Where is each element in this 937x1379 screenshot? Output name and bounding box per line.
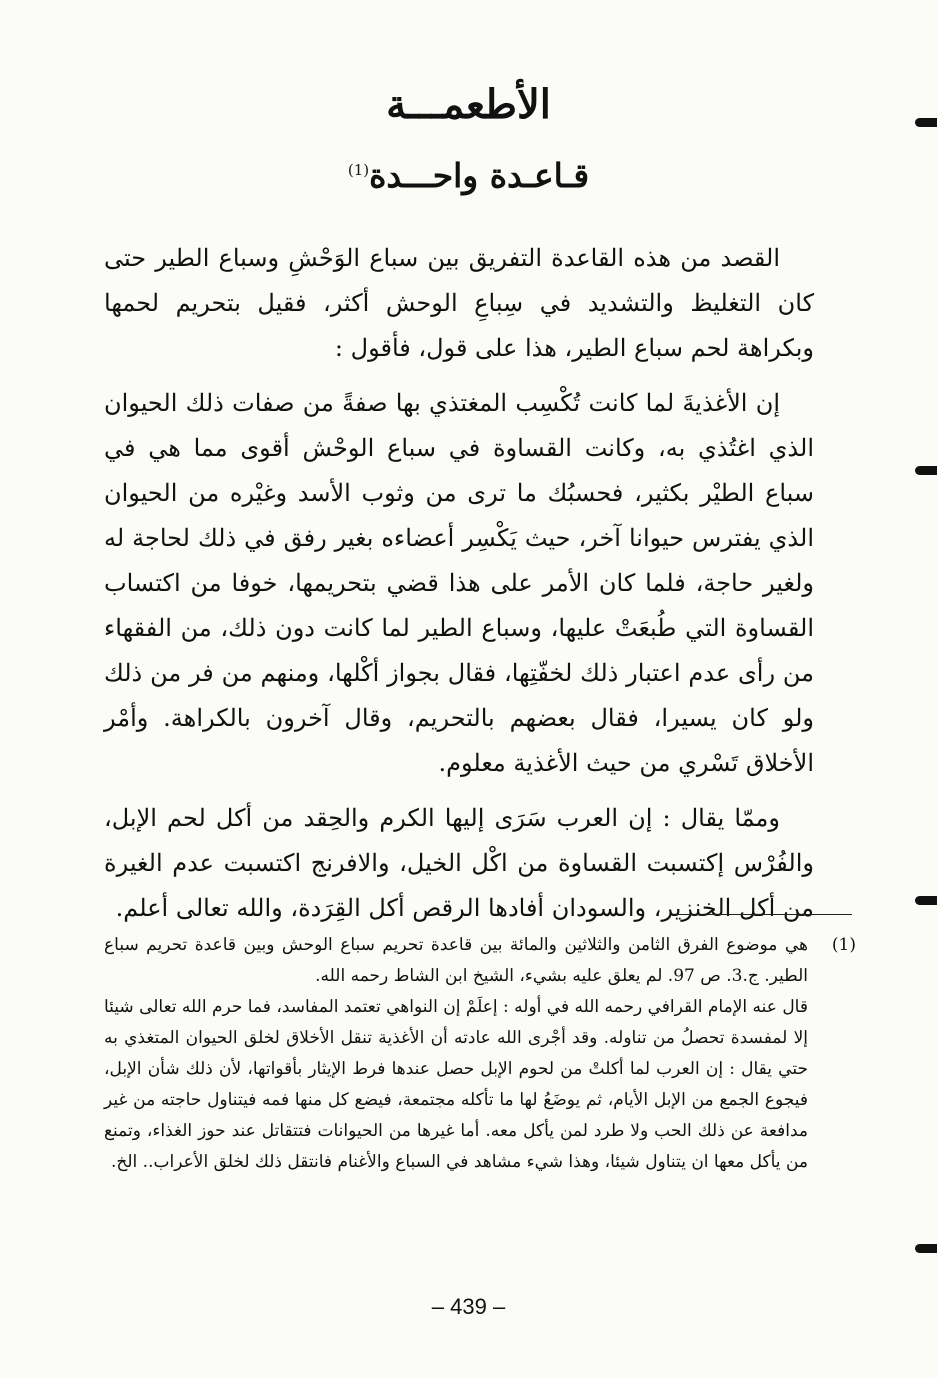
footnote-number: (1) bbox=[831, 935, 856, 955]
footnote-line-2: قال عنه الإمام القرافي رحمه الله في أوله : إعلَمْ إن النواهي تعتمد المفاسد، فما حرم الله تعالى شيئا إلا لمفسدة تحصلُ من تناوله. وقد أجْرى الله عادته أن الأغذية تنقل الأخلاق لخلق الحيوان المتغذي به حتي يقال : إن العرب لما أكلتْ من لحوم الإبل حصل عندها فرط الإيثار بأقواتها، لأن ذلك شأن الإبل، فيجوع الجمع من الإبل الأيام، ثم يوضَعُ لها ما تأكله مجتمعة، فيضع كل منها فمه فيتناول حاجته من غير مدافعة عن ذلك الحب ولا طرد لمن يأكل معه. أما غيرها من الحيوانات فتتقاتل عند حوز الغذاء، وتمنع من يأكل معها ان يتناول شيئا، وهذا شيء مشاهد في السباع والأغنام فانتقل ذلك لخلق الأعراب.. الخ. bbox=[103, 997, 808, 1172]
margin-mark bbox=[915, 118, 937, 127]
section-subtitle bbox=[0, 148, 937, 198]
page-title: الأطعمـــة bbox=[386, 81, 551, 128]
footnotes bbox=[104, 930, 856, 1178]
footnote-divider bbox=[676, 914, 852, 915]
paragraph-2: إن الأغذيةَ لما كانت تُكْسِب المغتذي بها صفةً من صفات ذلك الحيوان الذي اغتُذي به، وكانت القساوة في سباع الوحْش أقوى مما هي في سباع الطيْر بكثير، فحسبُك ما ترى من وثوب الأسد وغيْره من الحيوان الذي يفترس حيوانا آخر، حيث يَكْسِر أعضاءه بغير رفق في ذلك لحاجة له ولغير حاجة، فلما كان الأمر على هذا قضي بتحريمها، خوفا من اكتساب القساوة التي طُبعَتْ عليها، وسباع الطير لما كانت دون ذلك، من الفقهاء من رأى عدم اعتبار ذلك لخفّتِها، فقال بجواز أكْلها، ومنهم من فر من ذلك ولو كان يسيرا، فقال بعضهم بالتحريم، وقال آخرون بالكراهة. وأمْر الأخلاق تَسْري من حيث الأغذية معلوم. bbox=[104, 389, 815, 777]
footnote-1 bbox=[104, 930, 856, 1178]
footnote-text bbox=[104, 930, 808, 1178]
footnote-line-1: هي موضوع الفرق الثامن والثلاثين والمائة بين قاعدة تحريم سباع الوحش وبين قاعدة تحريم سباع الطير. ج.3. ص 97. لم يعلق عليه بشيء، الشيخ ابن الشاط رحمه الله. bbox=[104, 935, 808, 986]
page-number: – 439 – bbox=[431, 1294, 506, 1319]
paragraph-3: وممّا يقال : إن العرب سَرَى إليها الكرم والحِقد من أكل لحم الإبل، والفُرْس إكتسبت القساوة من اكْل الخيل، والافرنج اكتسبت عدم الغيرة من أكل الخنزير، والسودان أفادها الرقص أكل القِرَدة، والله تعالى أعلم. bbox=[104, 804, 814, 922]
margin-mark bbox=[915, 896, 937, 905]
paragraph-1: القصد من هذه القاعدة التفريق بين سباع الوَحْشِ وسباع الطير حتى كان التغليظ والتشديد في سِباعِ الوحش أكثر، فقيل بتحريم لحمها وبكراهة لحم سباع الطير، هذا على قول، فأقول : bbox=[104, 244, 814, 362]
margin-mark bbox=[915, 1244, 937, 1253]
margin-mark bbox=[915, 466, 937, 475]
footnote-ref: (1) bbox=[347, 161, 370, 179]
subtitle-text: قـاعـدة واحـــدة bbox=[369, 156, 590, 195]
main-text bbox=[104, 236, 814, 941]
